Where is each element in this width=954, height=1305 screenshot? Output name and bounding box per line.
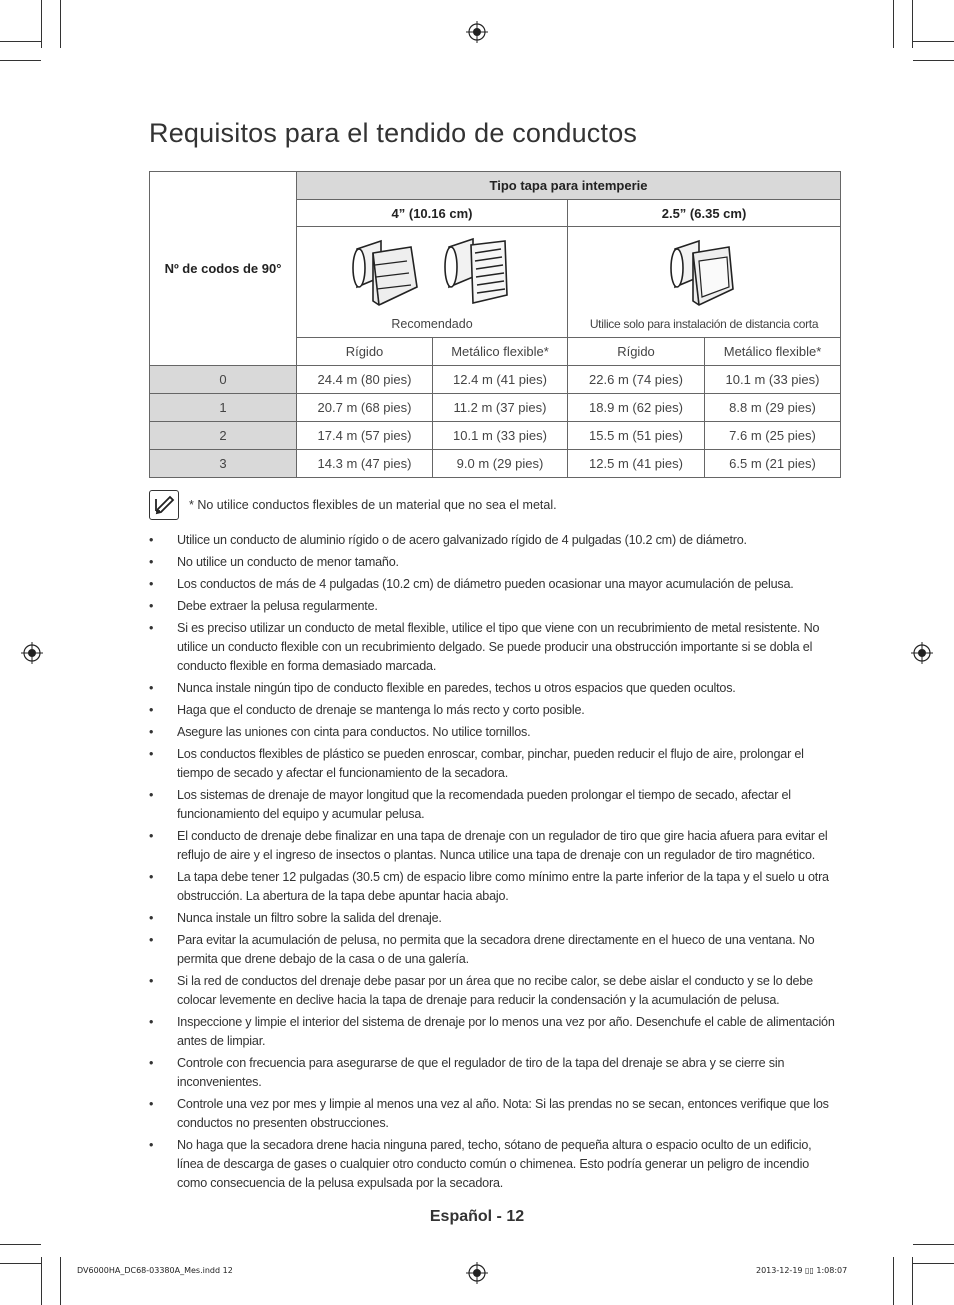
size-2-5in-header: 2.5” (6.35 cm) [568, 200, 841, 227]
table-cell: 24.4 m (80 pies) [297, 366, 433, 394]
crop-mark [0, 1244, 41, 1245]
list-item: • El conducto de drenaje debe finalizar en una tapa de drenaje con un regulador de tiro que gire hacia afuera para evitar el reflujo de aire y el ingreso de insectos o plantas. Nunca utilice una tapa de drenaje con un regulador de tiro magnético. [149, 827, 841, 865]
date-slug: 2013-12-19 ▯▯ 1:08:07 [756, 1266, 848, 1275]
table-row [150, 394, 841, 422]
table-cell: 9.0 m (29 pies) [433, 450, 568, 478]
page-number: Español - 12 [429, 1208, 525, 1225]
elbow-count: 3 [150, 450, 297, 478]
recommended-caption: Recomendado [391, 317, 473, 331]
list-item: • Si la red de conductos del drenaje debe pasar por un área que no recibe calor, se debe aislar el conducto y se lo debe colocar levemente en declive hacia la tapa de drenaje para reducir la condensación y la acumulación de pelusa. [149, 972, 841, 1010]
file-slug: DV6000HA_DC68-03380A_Mes.indd 12 [77, 1266, 233, 1275]
list-item: • Para evitar la acumulación de pelusa, no permita que la secadora drene directamente en el hueco de una ventana. No permita que drene debajo de la casa o de una galería. [149, 931, 841, 969]
table-cell: 7.6 m (25 pies) [705, 422, 841, 450]
table-cell: 11.2 m (37 pies) [433, 394, 568, 422]
crop-mark [60, 0, 61, 48]
crop-mark [913, 1244, 954, 1245]
registration-mark-icon [466, 21, 488, 43]
crop-mark [913, 1263, 954, 1264]
crop-mark [0, 60, 41, 61]
hood-4in-illustration [297, 227, 568, 338]
hood-type-header: Tipo tapa para intemperie [297, 172, 841, 200]
registration-mark-icon [911, 642, 933, 664]
list-item: • Debe extraer la pelusa regularmente. [149, 597, 841, 616]
list-item: • Nunca instale un filtro sobre la salida del drenaje. [149, 909, 841, 928]
table-row [150, 450, 841, 478]
crop-mark [0, 41, 41, 42]
sub-header-rigid-25: Rígido [568, 338, 705, 366]
note-box [149, 490, 840, 520]
table-row [150, 422, 841, 450]
table-cell: 22.6 m (74 pies) [568, 366, 705, 394]
table-cell: 12.4 m (41 pies) [433, 366, 568, 394]
flap-hood-icon [669, 231, 739, 309]
list-item: • Los conductos flexibles de plástico se pueden enroscar, combar, pinchar, pueden reducir el flujo de aire, prolongar el tiempo de secado y afectar el funcionamiento de la secadora. [149, 745, 841, 783]
list-item: • Nunca instale ningún tipo de conducto flexible en paredes, techos u otros espacios que queden ocultos. [149, 679, 841, 698]
crop-mark [60, 1257, 61, 1305]
list-item: • Los conductos de más de 4 pulgadas (10.2 cm) de diámetro pueden ocasionar una mayor acumulación de pelusa. [149, 575, 841, 594]
elbow-count: 2 [150, 422, 297, 450]
requirements-list [149, 531, 841, 1196]
grille-hood-icon [443, 231, 513, 309]
table-cell: 14.3 m (47 pies) [297, 450, 433, 478]
list-item: • No haga que la secadora drene hacia ninguna pared, techo, sótano de pequeña altura o espacio oculto de un edificio, línea de descarga de gases o cualquier otro conducto común o chimenea. Esto podría generar un peligro de incendio como consecuencia de la pelusa expulsada por la secadora. [149, 1136, 841, 1193]
list-item: • Si es preciso utilizar un conducto de metal flexible, utilice el tipo que viene con un recubrimiento de metal resistente. No utilice un conducto flexible con un recubrimiento delgado. Se puede producir una obstrucción importante si se dobla el conducto flexible en forma demasiado marcada. [149, 619, 841, 676]
crop-mark [893, 1257, 894, 1305]
table-cell: 18.9 m (62 pies) [568, 394, 705, 422]
duct-length-table [149, 171, 841, 478]
louvered-hood-icon [351, 231, 421, 309]
elbows-header: Nº de codos de 90° [150, 172, 297, 366]
list-item: • No utilice un conducto de menor tamaño. [149, 553, 841, 572]
registration-mark-icon [21, 642, 43, 664]
elbow-count: 1 [150, 394, 297, 422]
elbow-count: 0 [150, 366, 297, 394]
table-cell: 8.8 m (29 pies) [705, 394, 841, 422]
note-pencil-icon [149, 490, 179, 520]
sub-header-flexible-25: Metálico flexible* [705, 338, 841, 366]
list-item: • La tapa debe tener 12 pulgadas (30.5 cm) de espacio libre como mínimo entre la parte inferior de la tapa y el suelo u otra obstrucción. La abertura de la tapa debe apuntar hacia abajo. [149, 868, 841, 906]
crop-mark [41, 0, 42, 48]
crop-mark [41, 1257, 42, 1305]
short-distance-caption: Utilice solo para instalación de distancia corta [589, 317, 819, 331]
list-item: • Los sistemas de drenaje de mayor longitud que la recomendada pueden prolongar el tiempo de secado, afectar el funcionamiento del equipo y acumular pelusa. [149, 786, 841, 824]
note-text: * No utilice conductos flexibles de un material que no sea el metal. [189, 498, 557, 512]
list-item: • Asegure las uniones con cinta para conductos. No utilice tornillos. [149, 723, 841, 742]
size-4in-header: 4” (10.16 cm) [297, 200, 568, 227]
page-title: Requisitos para el tendido de conductos [149, 118, 638, 148]
table-cell: 10.1 m (33 pies) [705, 366, 841, 394]
list-item: • Controle una vez por mes y limpie al menos una vez al año. Nota: Si las prendas no se secan, entonces verifique que los conductos no presenten obstrucciones. [149, 1095, 841, 1133]
sub-header-rigid-4: Rígido [297, 338, 433, 366]
table-cell: 15.5 m (51 pies) [568, 422, 705, 450]
table-cell: 20.7 m (68 pies) [297, 394, 433, 422]
table-cell: 6.5 m (21 pies) [705, 450, 841, 478]
table-row [150, 366, 841, 394]
crop-mark [893, 0, 894, 48]
crop-mark [912, 1257, 913, 1305]
registration-mark-icon [466, 1262, 488, 1284]
hood-2-5in-illustration [568, 227, 841, 338]
table-cell: 12.5 m (41 pies) [568, 450, 705, 478]
list-item: • Utilice un conducto de aluminio rígido o de acero galvanizado rígido de 4 pulgadas (10.2 cm) de diámetro. [149, 531, 841, 550]
table-cell: 10.1 m (33 pies) [433, 422, 568, 450]
table-cell: 17.4 m (57 pies) [297, 422, 433, 450]
list-item: • Haga que el conducto de drenaje se mantenga lo más recto y corto posible. [149, 701, 841, 720]
list-item: • Controle con frecuencia para asegurarse de que el regulador de tiro de la tapa del drenaje se abra y se cierre sin inconvenientes. [149, 1054, 841, 1092]
crop-mark [913, 60, 954, 61]
list-item: • Inspeccione y limpie el interior del sistema de drenaje por lo menos una vez por año. Desenchufe el cable de alimentación antes de limpiar. [149, 1013, 841, 1051]
crop-mark [0, 1263, 41, 1264]
crop-mark [913, 41, 954, 42]
sub-header-flexible-4: Metálico flexible* [433, 338, 568, 366]
